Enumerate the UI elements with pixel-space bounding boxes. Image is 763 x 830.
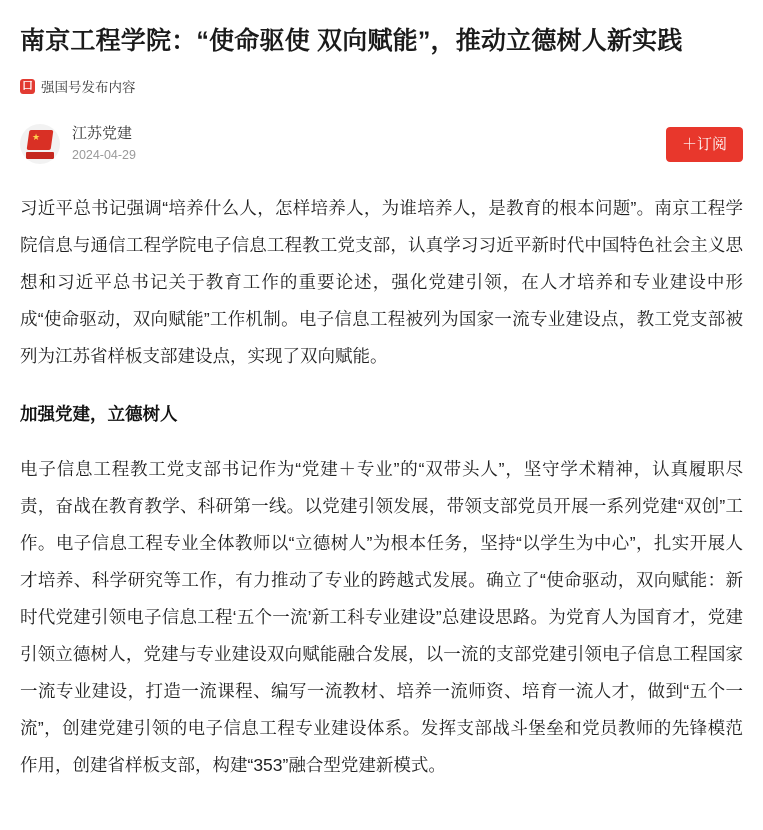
paragraph: 电子信息工程教工党支部书记作为“党建＋专业”的“双带头人”，坚守学术精神，认真履职尽责，奋战在教育教学、科研第一线。以党建引领发展，带领支部党员开展一系列党建“双创”工作。电子信息工程专业全体教师以“立德树人”为根本任务，坚持“以学生为中心”，扎实开展人才培养、科学研究等工作，有力推动了专业的跨越式发展。确立了“使命驱动，双向赋能：新时代党建引领电子信息工程‘五个一流’新工科专业建设”总建设思路。为党育人为国育才，党建引领立德树人，党建与专业建设双向赋能融合发展，以一流的支部党建引领电子信息工程国家一流专业建设，打造一流课程、编写一流教材、培养一流师资、培育一流人才，做到“五个一流”，创建党建引领的电子信息工程专业建设体系。发挥支部战斗堡垒和党员教师的先锋模范作用，创建省样板支部，构建“353”融合型党建新模式。 [20,459,743,775]
red-badge-icon: 口 [22,79,33,92]
source-tag-label: 强国号发布内容 [41,80,136,95]
author-name[interactable]: 江苏党建 [72,125,133,142]
section-heading: 加强党建，立德树人 [20,404,178,424]
page-title: 南京工程学院：“使命驱使 双向赋能”，推动立德树人新实践 [20,27,683,55]
avatar-base-shape [26,152,54,159]
author-row [20,124,743,164]
publish-date: 2024-04-29 [72,148,136,162]
author-meta [72,124,666,164]
source-tag [20,76,743,96]
star-icon: ★ [32,132,41,142]
article-body [20,190,743,784]
avatar[interactable] [20,124,60,164]
paragraph: 习近平总书记强调“培养什么人，怎样培养人，为谁培养人，是教育的根本问题”。南京工程学院信息与通信工程学院电子信息工程教工党支部，认真学习习近平新时代中国特色社会主义思想和习近平总书记关于教育工作的重要论述，强化党建引领，在人才培养和专业建设中形成“使命驱动，双向赋能”工作机制。电子信息工程被列为国家一流专业建设点，教工党支部被列为江苏省样板支部建设点，实现了双向赋能。 [20,198,743,366]
subscribe-button[interactable]: ＋订阅 [666,127,743,162]
